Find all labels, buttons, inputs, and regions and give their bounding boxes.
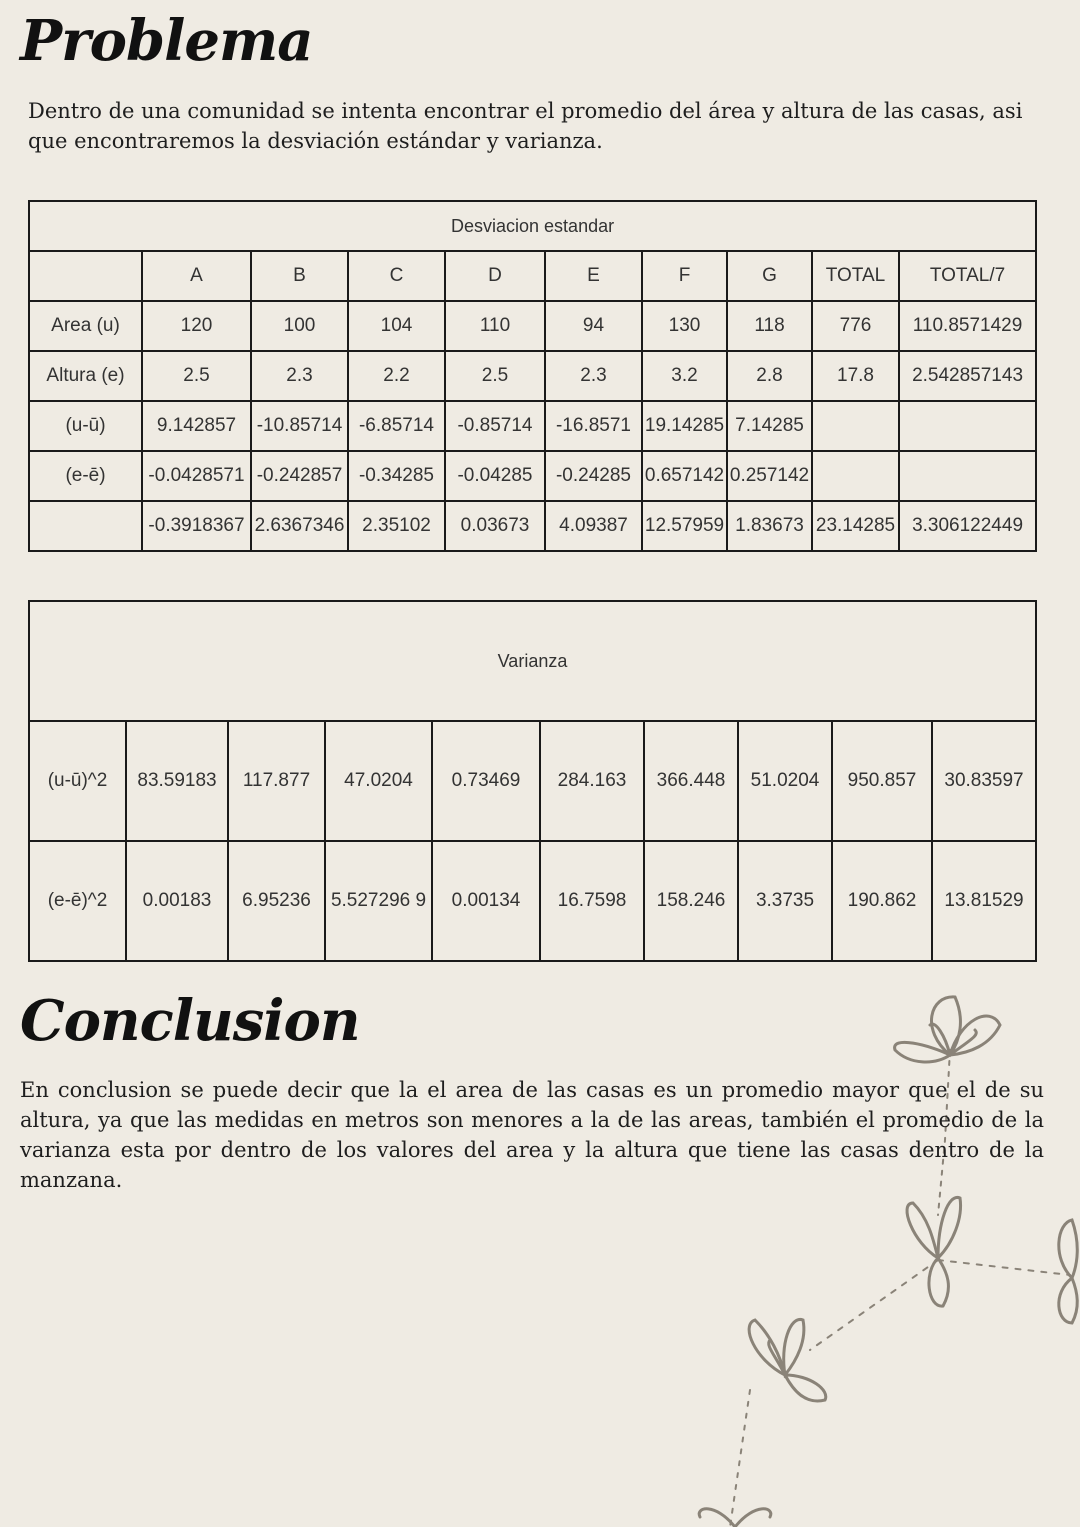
table-cell: 0.257142 (727, 451, 812, 501)
table-cell: 13.81529 (932, 841, 1036, 961)
row-label: Area (u) (29, 301, 142, 351)
table-cell: 94 (545, 301, 642, 351)
conclusion-text: En conclusion se puede decir que la el area de las casas es un promedio mayor que el de su altura, ya que las medidas en metros son menores a la de las areas, también el promedio de la varianza esta por dentro de los valores del area y la altura que tiene las casas dentro de la manzana. (20, 1078, 1044, 1192)
table-cell: -0.85714 (445, 401, 545, 451)
problem-text: Dentro de una comunidad se intenta encontrar el promedio del área y altura de las casas, asi que encontraremos la desviación estándar y varianza. (28, 99, 1023, 153)
table-cell: 2.542857143 (899, 351, 1036, 401)
table-cell: -10.85714 (251, 401, 348, 451)
table-cell: 776 (812, 301, 899, 351)
table-cell: 47.0204 (325, 721, 432, 841)
std-deviation-table (28, 200, 1037, 552)
table-cell: 17.8 (812, 351, 899, 401)
table-row (29, 501, 1036, 551)
row-label: (e-ē) (29, 451, 142, 501)
table-cell (812, 401, 899, 451)
table-cell: 30.83597 (932, 721, 1036, 841)
table-cell: 950.857 (832, 721, 932, 841)
table-cell: 0.00134 (432, 841, 540, 961)
row-label (29, 501, 142, 551)
table-cell: 2.35102 (348, 501, 445, 551)
variance-table (28, 600, 1037, 962)
table-cell: 118 (727, 301, 812, 351)
var-table-caption: Varianza (29, 601, 1036, 721)
table-cell: 0.73469 (432, 721, 540, 841)
table-cell: 2.5 (142, 351, 251, 401)
table-cell: 0.00183 (126, 841, 228, 961)
table-header-cell: F (642, 251, 727, 301)
table-cell: -0.3918367 (142, 501, 251, 551)
table-header-cell: E (545, 251, 642, 301)
table-header-cell: D (445, 251, 545, 301)
table-header-cell: TOTAL (812, 251, 899, 301)
table-cell: 2.3 (545, 351, 642, 401)
table-row (29, 841, 1036, 961)
row-label: (u-ū) (29, 401, 142, 451)
table-cell: 3.2 (642, 351, 727, 401)
table-cell: 158.246 (644, 841, 738, 961)
table-cell: -0.04285 (445, 451, 545, 501)
table-row (29, 721, 1036, 841)
table-cell: 100 (251, 301, 348, 351)
table-cell: -16.8571 (545, 401, 642, 451)
table-cell: 4.09387 (545, 501, 642, 551)
table-header-cell: B (251, 251, 348, 301)
table-cell: 104 (348, 301, 445, 351)
row-label: (u-ū)^2 (29, 721, 126, 841)
table-cell: 9.142857 (142, 401, 251, 451)
problem-title: Problema (20, 8, 313, 74)
table-cell: -0.0428571 (142, 451, 251, 501)
table-cell: 0.03673 (445, 501, 545, 551)
flower-decoration-icon (660, 990, 1080, 1527)
table-cell: 2.6367346 (251, 501, 348, 551)
table-cell: 16.7598 (540, 841, 644, 961)
table-row (29, 351, 1036, 401)
table-cell: 6.95236 (228, 841, 325, 961)
table-cell: 120 (142, 301, 251, 351)
table-cell: 0.657142 (642, 451, 727, 501)
table-cell (899, 451, 1036, 501)
std-table-header-row (29, 251, 1036, 301)
table-header-cell: TOTAL/7 (899, 251, 1036, 301)
table-cell: 19.14285 (642, 401, 727, 451)
table-cell (899, 401, 1036, 451)
table-header-cell: C (348, 251, 445, 301)
table-row (29, 451, 1036, 501)
table-cell: 117.877 (228, 721, 325, 841)
table-cell (812, 451, 899, 501)
table-cell: 83.59183 (126, 721, 228, 841)
table-header-cell: A (142, 251, 251, 301)
table-cell: 1.83673 (727, 501, 812, 551)
table-cell: 190.862 (832, 841, 932, 961)
table-cell: 2.8 (727, 351, 812, 401)
table-cell: -6.85714 (348, 401, 445, 451)
table-cell: 2.2 (348, 351, 445, 401)
row-label: (e-ē)^2 (29, 841, 126, 961)
table-cell: -0.242857 (251, 451, 348, 501)
table-cell: 7.14285 (727, 401, 812, 451)
table-cell: 51.0204 (738, 721, 832, 841)
table-cell: 5.527296 9 (325, 841, 432, 961)
row-label: Altura (e) (29, 351, 142, 401)
table-cell: 12.57959 (642, 501, 727, 551)
table-row (29, 401, 1036, 451)
table-cell: -0.34285 (348, 451, 445, 501)
table-cell: 23.14285 (812, 501, 899, 551)
table-header-cell (29, 251, 142, 301)
table-cell: 3.306122449 (899, 501, 1036, 551)
table-cell: 284.163 (540, 721, 644, 841)
table-cell: 2.5 (445, 351, 545, 401)
table-cell: 110 (445, 301, 545, 351)
table-cell: 110.8571429 (899, 301, 1036, 351)
conclusion-title: Conclusion (20, 988, 360, 1054)
table-cell: 2.3 (251, 351, 348, 401)
table-row (29, 301, 1036, 351)
std-table-caption: Desviacion estandar (29, 201, 1036, 251)
table-cell: 3.3735 (738, 841, 832, 961)
table-cell: 366.448 (644, 721, 738, 841)
table-cell: -0.24285 (545, 451, 642, 501)
table-cell: 130 (642, 301, 727, 351)
table-header-cell: G (727, 251, 812, 301)
